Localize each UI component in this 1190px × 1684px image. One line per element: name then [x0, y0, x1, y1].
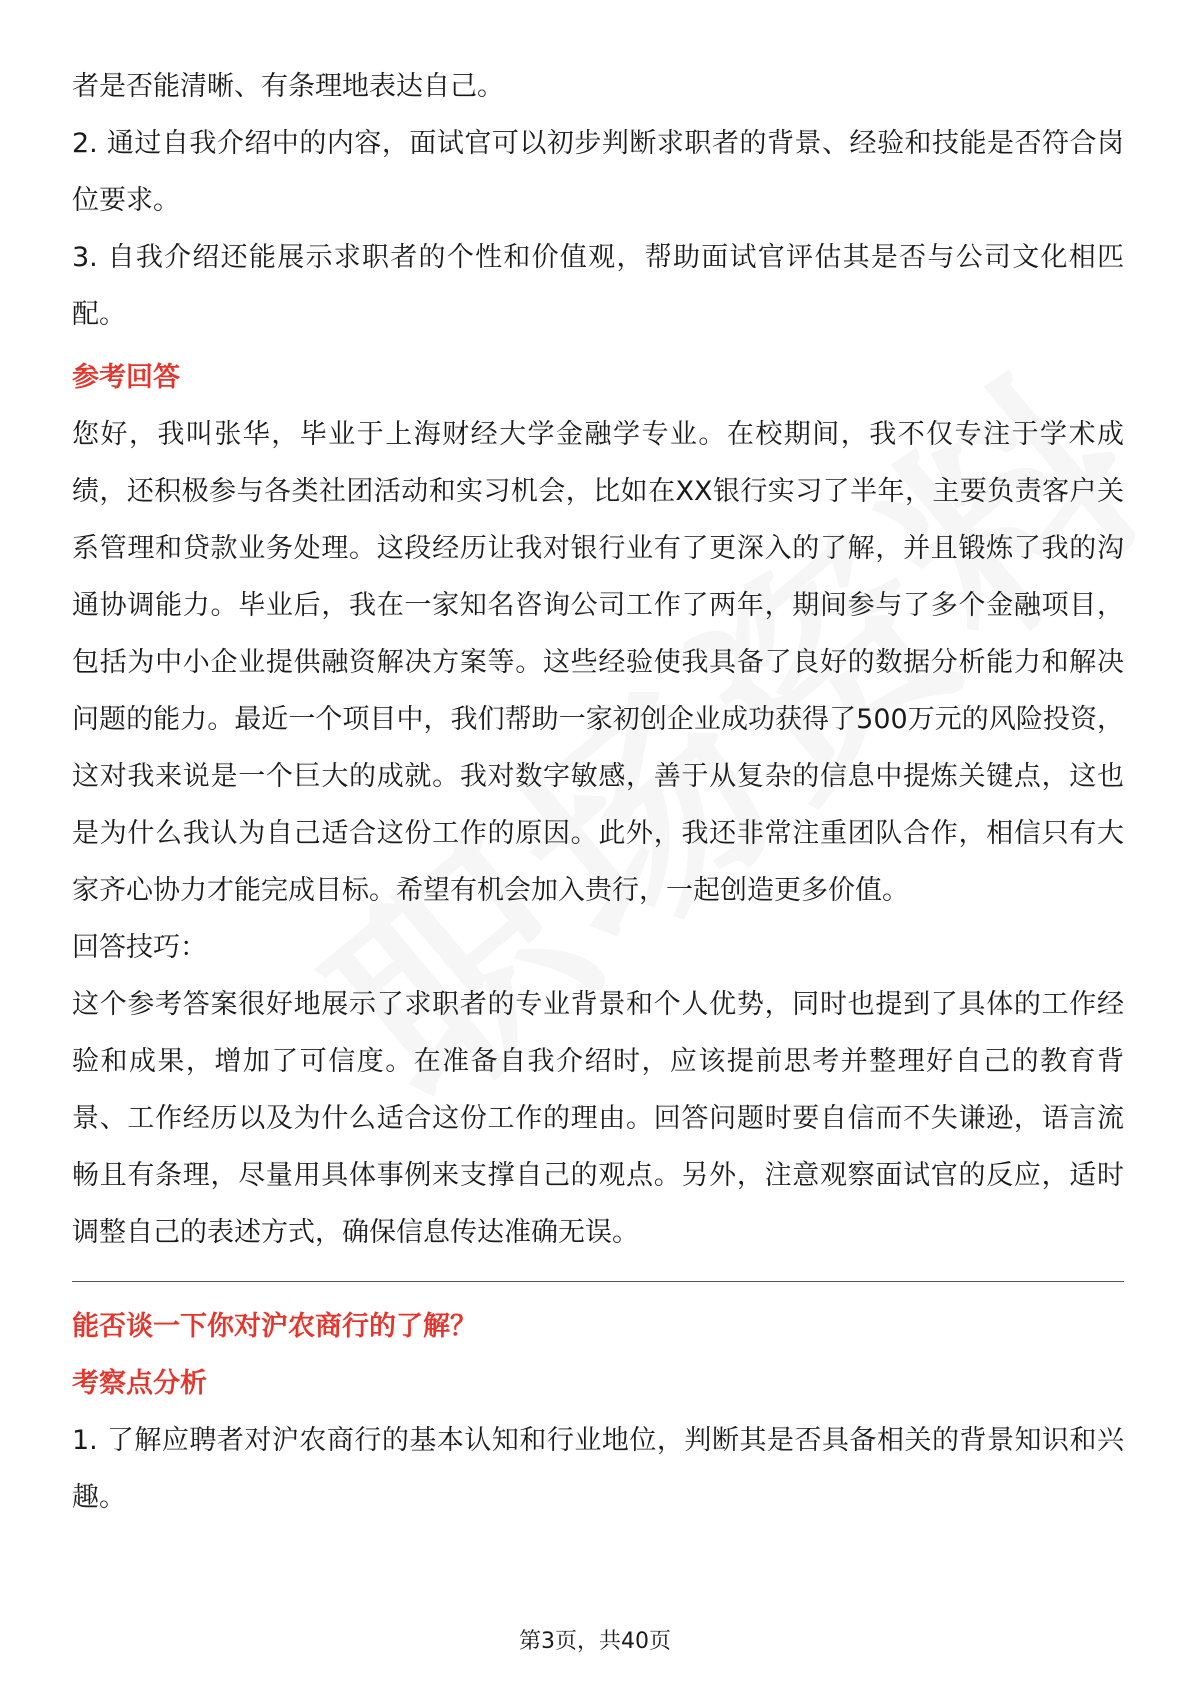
- analysis-heading: 考察点分析: [72, 1368, 207, 1399]
- list-item: 3. 自我介绍还能展示求职者的个性和价值观，帮助面试官评估其是否与公司文化相匹配。: [72, 242, 1124, 330]
- list-item: 2. 通过自我介绍中的内容，面试官可以初步判断求职者的背景、经验和技能是否符合岗位要求。: [72, 128, 1124, 216]
- section-divider: [72, 1281, 1124, 1282]
- paragraph-continuation: 者是否能清晰、有条理地表达自己。: [72, 71, 504, 102]
- document-page: [72, 58, 1124, 1526]
- reference-answer-heading: 参考回答: [72, 362, 180, 393]
- reference-answer-text: 您好，我叫张华，毕业于上海财经大学金融学专业。在校期间，我不仅专注于学术成绩，还积极参与各类社团活动和实习机会，比如在XX银行实习了半年，主要负责客户关系管理和贷款业务处理。这段经历让我对银行业有了更深入的了解，并且锻炼了我的沟通协调能力。毕业后，我在一家知名咨询公司工作了两年，期间参与了多个金融项目，包括为中小企业提供融资解决方案等。这些经验使我具备了良好的数据分析能力和解决问题的能力。最近一个项目中，我们帮助一家初创企业成功获得了500万元的风险投资，这对我来说是一个巨大的成就。我对数字敏感，善于从复杂的信息中提炼关键点，这也是为什么我认为自己适合这份工作的原因。此外，我还非常注重团队合作，相信只有大家齐心协力才能完成目标。希望有机会加入贵行，一起创造更多价值。: [72, 419, 1124, 906]
- question-heading: 能否谈一下你对沪农商行的了解？: [72, 1311, 477, 1342]
- page-number: 第3页，共40页: [519, 1629, 671, 1654]
- tips-text: 这个参考答案很好地展示了求职者的专业背景和个人优势，同时也提到了具体的工作经验和成果，增加了可信度。在准备自我介绍时，应该提前思考并整理好自己的教育背景、工作经历以及为什么适合这份工作的理由。回答问题时要自信而不失谦逊，语言流畅且有条理，尽量用具体事例来支撑自己的观点。另外，注意观察面试官的反应，适时调整自己的表述方式，确保信息传达准确无误。: [72, 989, 1124, 1248]
- list-item: 1. 了解应聘者对沪农商行的基本认知和行业地位，判断其是否具备相关的背景知识和兴趣。: [72, 1425, 1124, 1513]
- tips-label: 回答技巧：: [72, 932, 207, 963]
